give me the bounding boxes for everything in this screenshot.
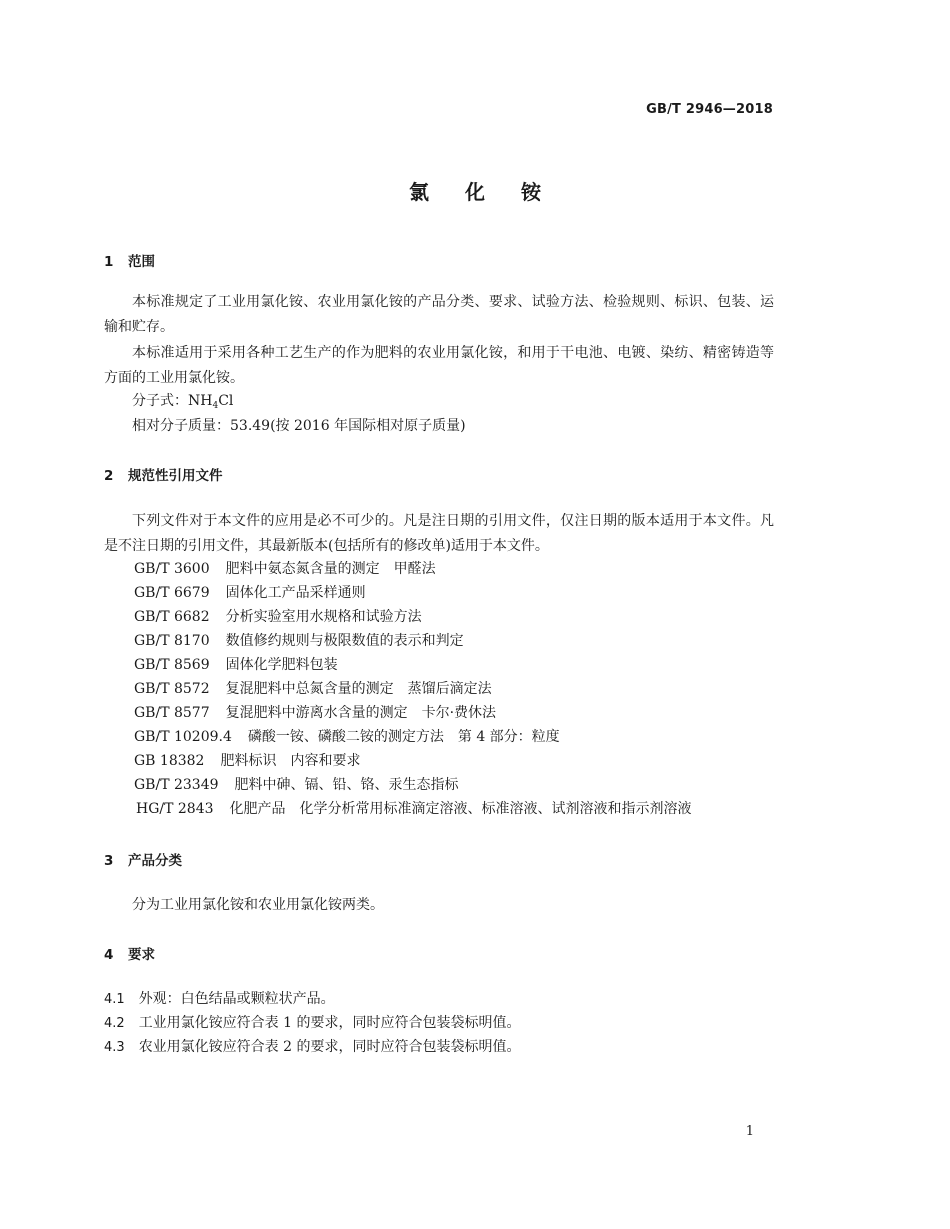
requirement-number: 4.2 [104,1016,125,1031]
reference-title: 复混肥料中总氮含量的测定 蒸馏后滴定法 [225,681,492,697]
requirement-number: 4.1 [104,992,125,1007]
section-number: 1 [104,254,114,270]
reference-code: GB/T 6679 [134,585,210,601]
reference-title: 化肥产品 化学分析常用标准滴定溶液、标准溶液、试剂溶液和指示剂溶液 [229,801,692,817]
reference-code: GB/T 10209.4 [134,729,232,745]
scope-paragraph-2: 本标准适用于采用各种工艺生产的作为肥料的农业用氯化铵，和用于干电池、电镀、染纺、精密铸造等方面的工业用氯化铵。 [104,345,774,386]
reference-item [134,749,360,773]
reference-code: GB/T 6682 [134,609,210,625]
reference-item [134,581,366,605]
reference-item [134,653,338,677]
reference-title: 复混肥料中游离水含量的测定 卡尔·费休法 [225,705,497,721]
reference-title: 固体化工产品采样通则 [225,585,366,601]
section-number: 3 [104,853,114,869]
formula-main: NH [188,393,213,409]
reference-item [134,605,422,629]
reference-code: GB/T 3600 [134,561,210,577]
reference-item [134,773,459,797]
requirement-number: 4.3 [104,1040,125,1055]
standard-code: GB/T 2946—2018 [646,102,773,117]
scope-paragraph-1: 本标准规定了工业用氯化铵、农业用氯化铵的产品分类、要求、试验方法、检验规则、标识、包装、运输和贮存。 [104,294,774,335]
reference-item [134,677,492,701]
requirement-item [104,987,335,1012]
reference-item [136,797,692,821]
reference-code: HG/T 2843 [136,801,214,817]
section-number: 4 [104,947,114,963]
reference-title: 肥料标识 内容和要求 [220,753,361,769]
molar-mass: 相对分子质量：53.49(按 2016 年国际相对原子质量) [132,418,466,434]
reference-title: 分析实验室用水规格和试验方法 [225,609,422,625]
requirement-item [104,1011,521,1036]
section-2-heading [104,464,223,484]
product-classification-text: 分为工业用氯化铵和农业用氯化铵两类。 [132,897,384,913]
reference-title: 肥料中砷、镉、铅、铬、汞生态指标 [234,777,459,793]
reference-code: GB/T 8569 [134,657,210,673]
section-title: 产品分类 [128,853,182,869]
reference-title: 数值修约规则与极限数值的表示和判定 [225,633,464,649]
section-3-heading [104,849,182,869]
reference-title: 肥料中氨态氮含量的测定 甲醛法 [225,561,436,577]
reference-item [134,725,560,749]
reference-item [134,701,496,725]
normative-intro: 下列文件对于本文件的应用是必不可少的。凡是注日期的引用文件，仅注日期的版本适用于本文件。凡是不注日期的引用文件，其最新版本(包括所有的修改单)适用于本文件。 [104,513,774,554]
reference-code: GB/T 8170 [134,633,210,649]
reference-item [134,629,464,653]
section-title: 规范性引用文件 [128,468,223,484]
page-number: 1 [745,1124,754,1139]
section-4-heading [104,943,155,963]
reference-code: GB/T 23349 [134,777,219,793]
reference-title: 固体化学肥料包装 [225,657,338,673]
reference-title: 磷酸一铵、磷酸二铵的测定方法 第 4 部分：粒度 [247,729,560,745]
formula-tail: Cl [218,393,234,409]
requirement-item [104,1035,521,1060]
requirement-text: 工业用氯化铵应符合表 1 的要求，同时应符合包装袋标明值。 [138,1015,521,1031]
section-number: 2 [104,468,114,484]
reference-item [134,557,436,581]
reference-code: GB 18382 [134,753,205,769]
document-title: 氯化铵 [409,180,577,204]
requirement-text: 外观：白色结晶或颗粒状产品。 [138,991,335,1007]
requirement-text: 农业用氯化铵应符合表 2 的要求，同时应符合包装袋标明值。 [138,1039,521,1055]
section-1-heading [104,250,155,270]
reference-code: GB/T 8572 [134,681,210,697]
reference-code: GB/T 8577 [134,705,210,721]
formula-label: 分子式： [132,393,188,409]
formula-subscript: 4 [212,401,219,411]
section-title: 要求 [128,947,155,963]
section-title: 范围 [128,254,155,270]
